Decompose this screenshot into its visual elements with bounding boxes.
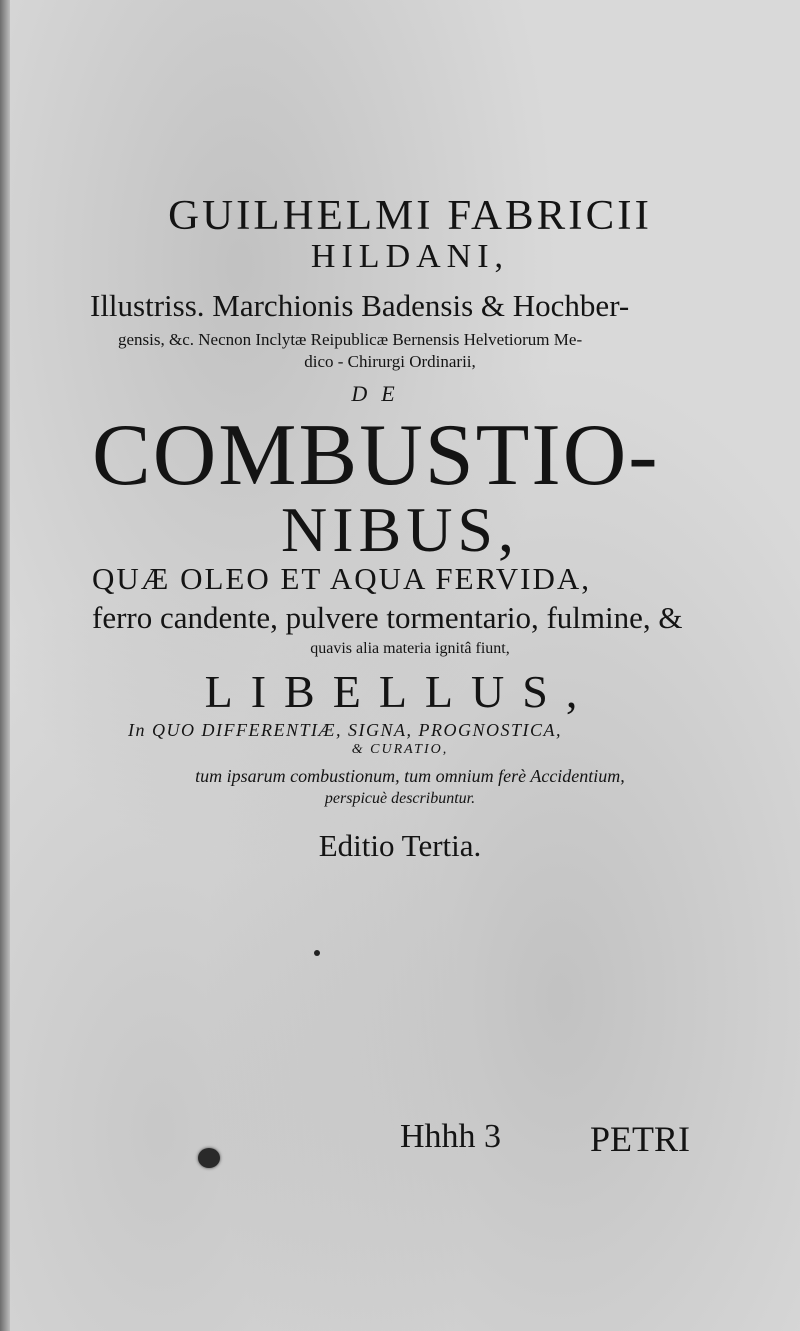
ink-blot (198, 1148, 220, 1168)
author-surname: HILDANI, (310, 238, 510, 275)
ink-speck (314, 950, 320, 956)
main-title-line-1: COMBUSTIO- (92, 407, 660, 504)
description-line-2: & CURATIO, (351, 742, 449, 757)
catchword: PETRI (590, 1119, 691, 1159)
libellus-heading: LIBELLUS, (204, 666, 596, 717)
description-line-4: perspicuè describuntur. (324, 790, 476, 807)
author-name: GUILHELMI FABRICII (168, 193, 652, 239)
description-line-1: In QUO DIFFERENTIÆ, SIGNA, PROGNOSTICA, (128, 720, 562, 740)
title-preposition: DE (351, 381, 409, 406)
affiliation-line-3: dico - Chirurgi Ordinarii, (304, 352, 476, 371)
subtitle-line-3: quavis alia materia ignitâ fiunt, (310, 640, 510, 657)
subtitle-line-1: QUÆ OLEO ET AQUA FERVIDA, (92, 561, 592, 596)
affiliation-line-2: gensis, &c. Necnon Inclytæ Reipublicæ Bernensis Helvetiorum Me- (118, 330, 583, 349)
main-title-line-2: NIBUS, (280, 494, 520, 565)
signature-mark: Hhhh 3 (400, 1118, 502, 1155)
subtitle-line-2: ferro candente, pulvere tormentario, fulmine, & (92, 600, 683, 635)
affiliation-line-1: Illustriss. Marchionis Badensis & Hochber- (90, 288, 630, 323)
description-line-3: tum ipsarum combustionum, tum omnium ferè Accidentium, (195, 766, 625, 786)
edition-note: Editio Tertia. (318, 828, 482, 863)
